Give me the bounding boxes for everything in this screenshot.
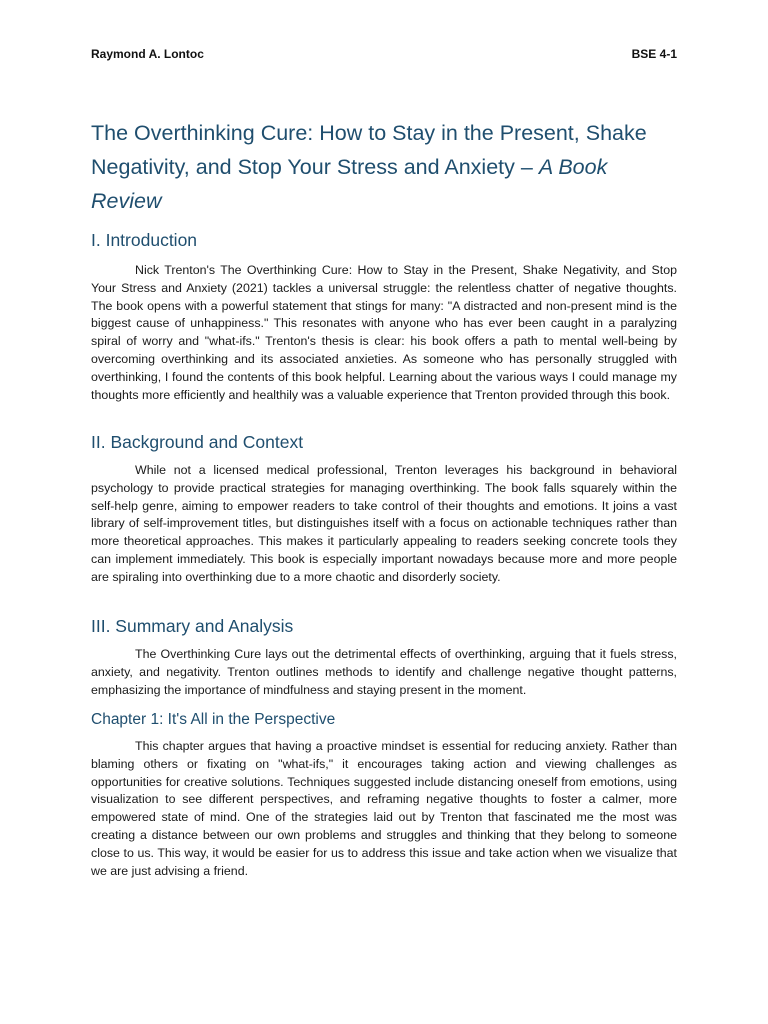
title-main: The Overthinking Cure: How to Stay in the Present, Shake Negativity, and Stop Your Stress and Anxiety – (91, 121, 647, 179)
paragraph-chapter-1: This chapter argues that having a proactive mindset is essential for reducing anxiety. Rather than blaming others or fixating on "what-ifs," it encourages taking action and viewing challenges as opportunities for creative solutions. Techniques suggested include distancing oneself from emotions, using visualization to see different perspectives, and reframing negative thoughts to foster a calmer, more empowered state of mind. One of the strategies laid out by Trenton that fascinated me the most was creating a distance between our own problems and struggles and thinking that they belong to someone close to us. This way, it would be easier for us to address this issue and take action when we visualize that we are just advising a friend. (91, 739, 677, 878)
paragraph-background: While not a licensed medical professional, Trenton leverages his background in behavioral psychology to provide practical strategies for managing overthinking. The book falls squarely within the self-help genre, aiming to empower readers to take control of their thoughts and emotions. It joins a vast library of self-improvement titles, but distinguishes itself with a focus on actionable techniques rather than more theoretical approaches. This makes it particularly appealing to readers seeking concrete tools they can implement immediately. This book is especially important nowadays because more and more people are spiraling into overthinking due to a more chaotic and disorderly society. (91, 463, 677, 584)
page-header (91, 47, 677, 61)
author-name: Raymond A. Lontoc (91, 47, 204, 61)
heading-chapter-1: Chapter 1: It's All in the Perspective (91, 711, 336, 728)
heading-introduction: I. Introduction (91, 230, 198, 250)
heading-background: II. Background and Context (91, 432, 304, 452)
paragraph-introduction: Nick Trenton's The Overthinking Cure: How to Stay in the Present, Shake Negativity, and Stop Your Stress and Anxiety (2021) tackles a universal struggle: the relentless chatter of negative thoughts. The book opens with a powerful statement that stings for many: "A distracted and non-present mind is the biggest cause of unhappiness." This resonates with anyone who has ever been caught in a paralyzing spiral of worry and "what-ifs." Trenton's thesis is clear: his book offers a path to mental well-being by overcoming overthinking and its associated anxieties. As someone who has personally struggled with overthinking, I found the contents of this book helpful. Learning about the various ways I could manage my thoughts more efficiently and healthily was a valuable experience that Trenton provided through this book. (91, 263, 677, 402)
paragraph-summary: The Overthinking Cure lays out the detrimental effects of overthinking, arguing that it fuels stress, anxiety, and negativity. Trenton outlines methods to identify and challenge negative thought patterns, emphasizing the importance of mindfulness and staying present in the moment. (91, 647, 677, 697)
document-title (91, 116, 677, 218)
title-italic: A Book Review (91, 155, 608, 213)
class-section: BSE 4-1 (631, 47, 677, 61)
heading-summary: III. Summary and Analysis (91, 616, 294, 636)
